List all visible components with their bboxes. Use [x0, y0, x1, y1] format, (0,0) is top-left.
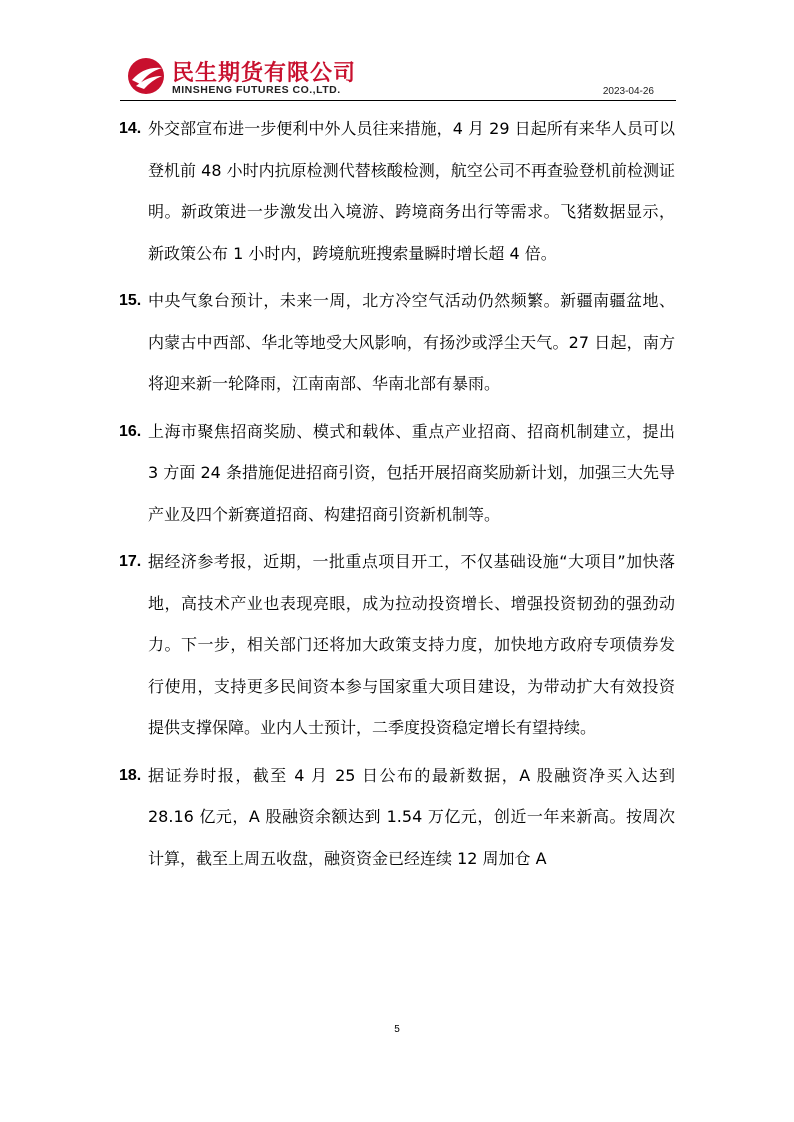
- brand-name-cn: 民生期货有限公司: [172, 61, 357, 86]
- minsheng-logo-icon: [126, 56, 166, 96]
- item-text: 据经济参考报，近期，一批重点项目开工，不仅基础设施“大项目”加快落地，高技术产业也表现亮眼，成为拉动投资增长、增强投资韧劲的强劲动力。下一步，相关部门还将加大政策支持力度，加快地方政府专项债券发行使用，支持更多民间资本参与国家重大项目建设，为带动扩大有效投资提供支撑保障。业内人士预计，二季度投资稳定增长有望持续。: [148, 552, 675, 737]
- item-text: 中央气象台预计，未来一周，北方冷空气活动仍然频繁。新疆南疆盆地、内蒙古中西部、华北等地受大风影响，有扬沙或浮尘天气。27 日起，南方将迎来新一轮降雨，江南南部、华南北部有暴雨。: [148, 291, 675, 393]
- list-item: [119, 280, 675, 405]
- list-item: [119, 755, 675, 880]
- item-number: 16.: [119, 422, 142, 440]
- page-number: 5: [394, 1024, 400, 1035]
- item-number: 14.: [119, 120, 142, 137]
- report-date: 2023-04-26: [602, 86, 654, 97]
- brand-name-en: MINSHENG FUTURES CO.,LTD.: [172, 84, 341, 96]
- item-number: 17.: [119, 553, 142, 570]
- list-item: [119, 411, 675, 536]
- list-item: [119, 541, 675, 749]
- page-header: [120, 52, 676, 104]
- header-divider: [120, 100, 676, 101]
- item-number: 15.: [119, 292, 142, 309]
- news-list: [119, 108, 675, 885]
- list-item: [119, 108, 675, 274]
- item-number: 18.: [119, 766, 142, 784]
- item-text: 外交部宣布进一步便利中外人员往来措施，4 月 29 日起所有来华人员可以登机前 48 小时内抗原检测代替核酸检测，航空公司不再查验登机前检测证明。新政策进一步激发出入境游、跨境商务出行等需求。飞猪数据显示，新政策公布 1 小时内，跨境航班搜索量瞬时增长超 4 倍。: [148, 119, 675, 263]
- item-text: 上海市聚焦招商奖励、模式和载体、重点产业招商、招商机制建立，提出 3 方面 24 条措施促进招商引资，包括开展招商奖励新计划，加强三大先导产业及四个新赛道招商、构建招商引资新机制等。: [148, 421, 675, 524]
- item-text: 据证券时报，截至 4 月 25 日公布的最新数据，A 股融资净买入达到 28.16 亿元，A 股融资余额达到 1.54 万亿元，创近一年来新高。按周次计算，截至上周五收盘，融资资金已经连续 12 周加仓 A: [148, 765, 675, 868]
